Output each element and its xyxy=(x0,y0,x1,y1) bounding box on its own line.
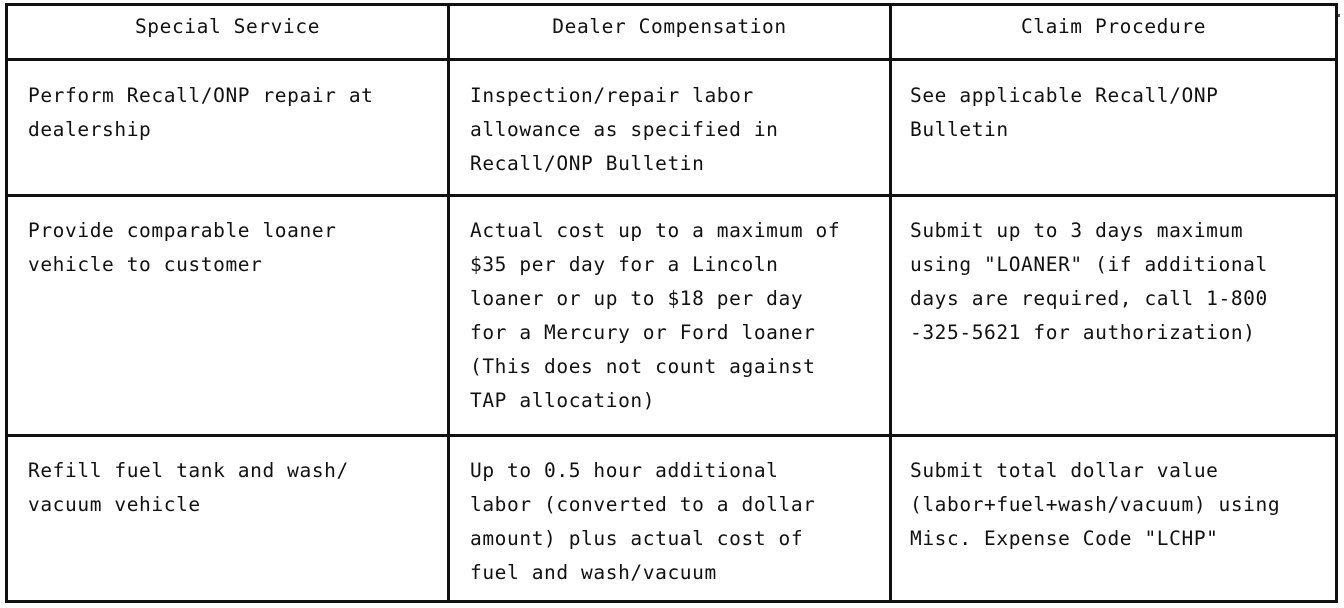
service-compensation-table xyxy=(5,3,1338,603)
cell-claim-procedure: Submit up to 3 days maximum using "LOANER" (if additional days are required, call 1-800 -325-5621 for authorization) xyxy=(891,196,1337,436)
cell-claim-procedure: See applicable Recall/ONP Bulletin xyxy=(891,60,1337,196)
header-claim-procedure: Claim Procedure xyxy=(891,5,1337,60)
cell-dealer-compensation: Inspection/repair labor allowance as specified in Recall/ONP Bulletin xyxy=(449,60,891,196)
cell-dealer-compensation: Up to 0.5 hour additional labor (converted to a dollar amount) plus actual cost of fuel and wash/vacuum xyxy=(449,436,891,602)
cell-claim-procedure: Submit total dollar value (labor+fuel+wash/vacuum) using Misc. Expense Code "LCHP" xyxy=(891,436,1337,602)
cell-special-service: Perform Recall/ONP repair at dealership xyxy=(7,60,449,196)
scan-edge-mark xyxy=(1338,14,1340,17)
cell-special-service: Refill fuel tank and wash/ vacuum vehicle xyxy=(7,436,449,602)
table-row xyxy=(7,436,1337,602)
header-dealer-compensation: Dealer Compensation xyxy=(449,5,891,60)
header-special-service: Special Service xyxy=(7,5,449,60)
cell-special-service: Provide comparable loaner vehicle to customer xyxy=(7,196,449,436)
table-row xyxy=(7,60,1337,196)
cell-dealer-compensation: Actual cost up to a maximum of $35 per day for a Lincoln loaner or up to $18 per day for a Mercury or Ford loaner (This does not count against TAP allocation) xyxy=(449,196,891,436)
table-row xyxy=(7,196,1337,436)
table-header-row xyxy=(7,5,1337,60)
